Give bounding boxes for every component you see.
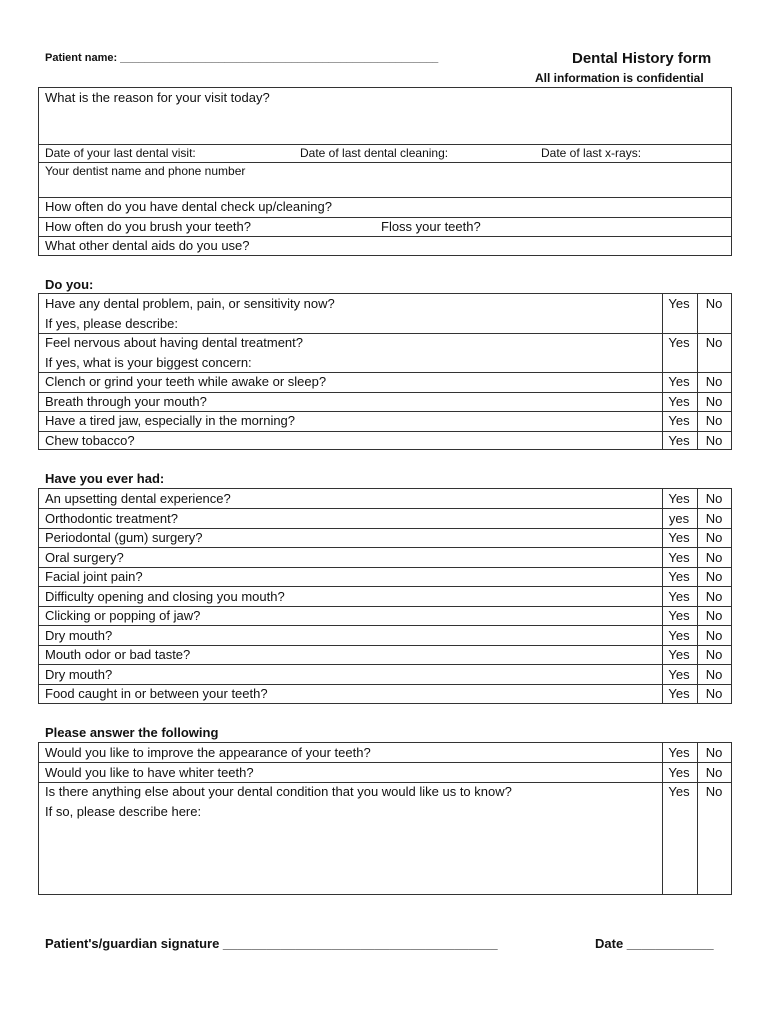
checkup-field[interactable]: How often do you have dental check up/cleaning? — [45, 199, 332, 214]
form-title: Dental History form — [572, 50, 712, 67]
yes-option[interactable]: Yes — [668, 589, 690, 604]
yes-option[interactable] — [662, 802, 696, 821]
row-divider — [38, 606, 732, 607]
no-option[interactable]: No — [705, 569, 723, 584]
question-text: Is there anything else about your dental condition that you would like us to know? — [45, 784, 512, 799]
question-text: Breath through your mouth? — [45, 394, 207, 409]
last-cleaning-field[interactable]: Date of last dental cleaning: — [300, 146, 449, 160]
following-heading: Please answer the following — [45, 725, 219, 740]
no-option[interactable]: No — [705, 784, 723, 799]
yes-option[interactable]: Yes — [668, 686, 690, 701]
no-option[interactable]: No — [705, 667, 723, 682]
no-option[interactable] — [697, 353, 731, 372]
row-divider — [38, 528, 732, 529]
confidential-note: All information is confidential — [535, 71, 704, 85]
row-divider — [38, 547, 732, 548]
question-text: Facial joint pain? — [45, 569, 143, 584]
question-text: Oral surgery? — [45, 550, 124, 565]
no-option[interactable]: No — [705, 686, 723, 701]
row-divider — [38, 392, 732, 393]
row-divider — [38, 664, 732, 665]
no-option[interactable]: No — [705, 647, 723, 662]
question-text: If yes, what is your biggest concern: — [45, 355, 252, 370]
do-you-heading: Do you: — [45, 277, 94, 292]
row-divider — [38, 625, 732, 626]
no-option[interactable]: No — [705, 374, 723, 389]
question-text: Feel nervous about having dental treatment? — [45, 335, 304, 350]
no-option[interactable]: No — [705, 628, 723, 643]
yes-option[interactable]: Yes — [668, 374, 690, 389]
floss-field[interactable]: Floss your teeth? — [381, 219, 481, 234]
question-text: Orthodontic treatment? — [45, 511, 178, 526]
no-option[interactable]: No — [705, 550, 723, 565]
yes-option[interactable]: Yes — [668, 569, 690, 584]
date-field[interactable]: Date ____________ — [595, 936, 714, 951]
row-divider — [38, 645, 732, 646]
yes-option[interactable]: Yes — [668, 433, 690, 448]
no-option[interactable]: No — [705, 335, 723, 350]
question-text: Dry mouth? — [45, 628, 113, 643]
question-text: Mouth odor or bad taste? — [45, 647, 191, 662]
yes-option[interactable] — [662, 314, 696, 333]
question-text: Chew tobacco? — [45, 433, 135, 448]
yes-option[interactable]: Yes — [668, 745, 690, 760]
yes-option[interactable]: Yes — [668, 550, 690, 565]
question-text: If so, please describe here: — [45, 804, 202, 819]
dentist-field[interactable]: Your dentist name and phone number — [45, 164, 246, 178]
row-divider — [38, 411, 732, 412]
question-text: Would you like to have whiter teeth? — [45, 765, 254, 780]
question-text: Clicking or popping of jaw? — [45, 608, 201, 623]
question-text: Clench or grind your teeth while awake or sleep? — [45, 374, 327, 389]
yes-option[interactable]: Yes — [668, 530, 690, 545]
aids-field[interactable]: What other dental aids do you use? — [45, 238, 250, 253]
row-divider — [38, 567, 732, 568]
row-divider — [38, 684, 732, 685]
no-option[interactable]: No — [705, 608, 723, 623]
no-option[interactable]: No — [705, 745, 723, 760]
reason-field[interactable]: What is the reason for your visit today? — [45, 90, 270, 105]
brush-field[interactable]: How often do you brush your teeth? — [45, 219, 251, 234]
no-option[interactable] — [697, 314, 731, 333]
ever-had-heading: Have you ever had: — [45, 471, 165, 486]
question-text: Would you like to improve the appearance of your teeth? — [45, 745, 371, 760]
no-option[interactable]: No — [705, 433, 723, 448]
yes-option[interactable]: Yes — [668, 628, 690, 643]
yes-option[interactable]: Yes — [668, 491, 690, 506]
row-divider — [38, 586, 732, 587]
no-option[interactable]: No — [705, 511, 723, 526]
yes-option[interactable] — [662, 353, 696, 372]
yes-option[interactable]: Yes — [668, 296, 690, 311]
row-divider — [38, 431, 732, 432]
no-option[interactable]: No — [705, 413, 723, 428]
yes-option[interactable]: Yes — [668, 647, 690, 662]
question-text: Difficulty opening and closing you mouth? — [45, 589, 285, 604]
no-option[interactable]: No — [705, 491, 723, 506]
row-divider — [38, 508, 732, 509]
question-text: Have any dental problem, pain, or sensitivity now? — [45, 296, 335, 311]
row-divider — [38, 372, 732, 373]
yes-option[interactable]: Yes — [668, 765, 690, 780]
no-option[interactable]: No — [705, 765, 723, 780]
no-option[interactable] — [697, 802, 731, 821]
question-text: If yes, please describe: — [45, 316, 178, 331]
signature-field[interactable]: Patient's/guardian signature ______________________________________ — [45, 936, 498, 951]
yes-option[interactable]: Yes — [668, 667, 690, 682]
yes-option[interactable]: Yes — [668, 784, 690, 799]
last-xrays-field[interactable]: Date of last x-rays: — [541, 146, 642, 160]
yes-option[interactable]: Yes — [668, 608, 690, 623]
row-divider — [38, 333, 732, 334]
yes-option[interactable]: Yes — [668, 335, 690, 350]
question-text: An upsetting dental experience? — [45, 491, 231, 506]
yes-option[interactable]: Yes — [668, 394, 690, 409]
row-divider — [38, 782, 732, 783]
patient-name-field[interactable]: Patient name: ____________________________________________________ — [45, 52, 439, 64]
row-divider — [38, 762, 732, 763]
no-option[interactable]: No — [705, 394, 723, 409]
question-text: Food caught in or between your teeth? — [45, 686, 268, 701]
question-text: Dry mouth? — [45, 667, 113, 682]
yes-option[interactable]: yes — [668, 511, 690, 526]
last-visit-field[interactable]: Date of your last dental visit: — [45, 146, 196, 160]
no-option[interactable]: No — [705, 589, 723, 604]
no-option[interactable]: No — [705, 530, 723, 545]
question-text: Periodontal (gum) surgery? — [45, 530, 203, 545]
yes-option[interactable]: Yes — [668, 413, 690, 428]
no-option[interactable]: No — [705, 296, 723, 311]
question-text: Have a tired jaw, especially in the morning? — [45, 413, 296, 428]
